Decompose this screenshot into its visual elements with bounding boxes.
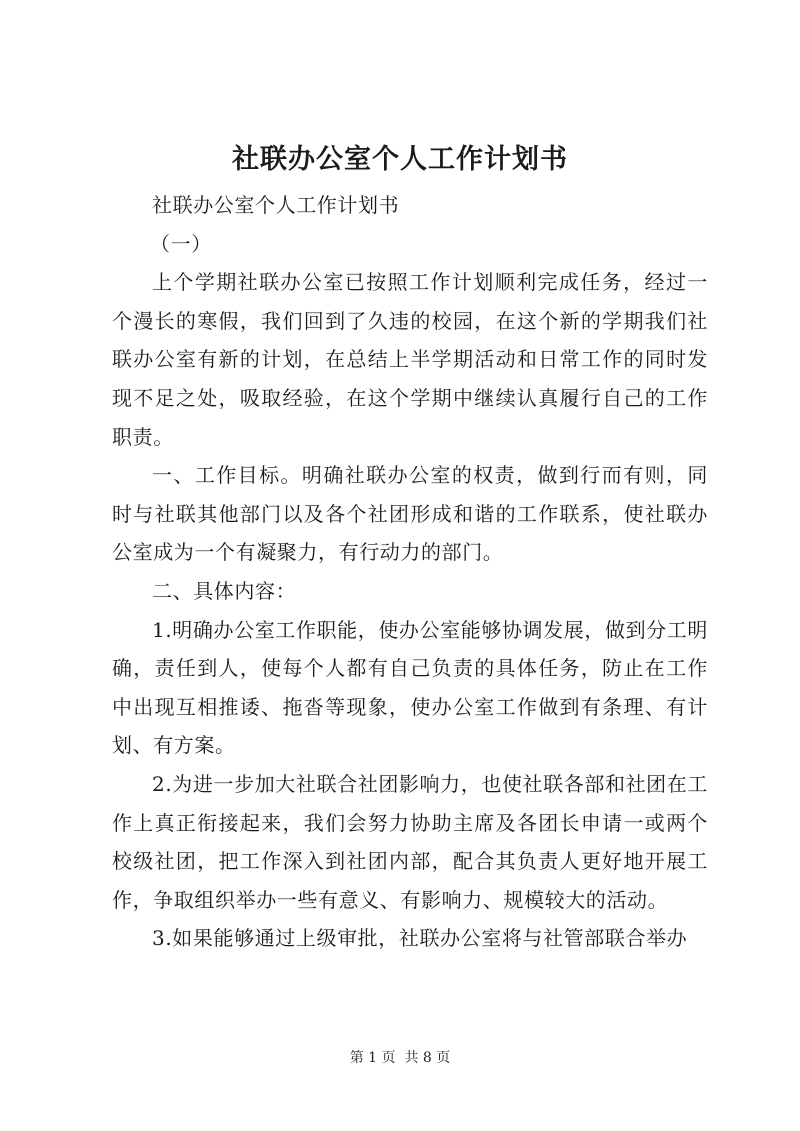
paragraph-item-1: 1.明确办公室工作职能，使办公室能够协调发展，做到分工明确，责任到人，使每个人都有自己负责的具体任务，防止在工作中出现互相推诿、拖沓等现象，使办公室工作做到有条理、有计划、有方案。	[112, 617, 708, 758]
page-footer	[0, 1048, 800, 1068]
paragraph-intro: 上个学期社联办公室已按照工作计划顺利完成任务，经过一个漫长的寒假，我们回到了久违的校园，在这个新的学期我们社联办公室有新的计划，在总结上半学期活动和日常工作的同时发现不足之处，吸取经验，在这个学期中继续认真履行自己的工作职责。	[112, 270, 708, 449]
page-number-label: 第 1 页 共 8 页	[349, 1050, 451, 1066]
paragraph-content-heading: 二、具体内容：	[152, 578, 297, 603]
paragraph-item-2: 2.为进一步加大社联合社团影响力，也使社联各部和社团在工作上真正衔接起来，我们会努力协助主席及各团长申请一或两个校级社团，把工作深入到社团内部，配合其负责人更好地开展工作，争取组织举办一些有意义、有影响力、规模较大的活动。	[112, 771, 708, 912]
document-title: 社联办公室个人工作计划书	[232, 144, 568, 175]
paragraph-section-number: （一）	[150, 231, 212, 256]
paragraph-item-3: 3.如果能够通过上级审批，社联办公室将与社管部联合举办	[152, 926, 688, 951]
document-body	[112, 186, 708, 958]
paragraph-subtitle: 社联办公室个人工作计划书	[152, 193, 400, 217]
paragraph-work-goal: 一、工作目标。明确社联办公室的权责，做到行而有则，同时与社联其他部门以及各个社团形成和谐的工作联系，使社联办公室成为一个有凝聚力，有行动力的部门。	[112, 463, 708, 565]
